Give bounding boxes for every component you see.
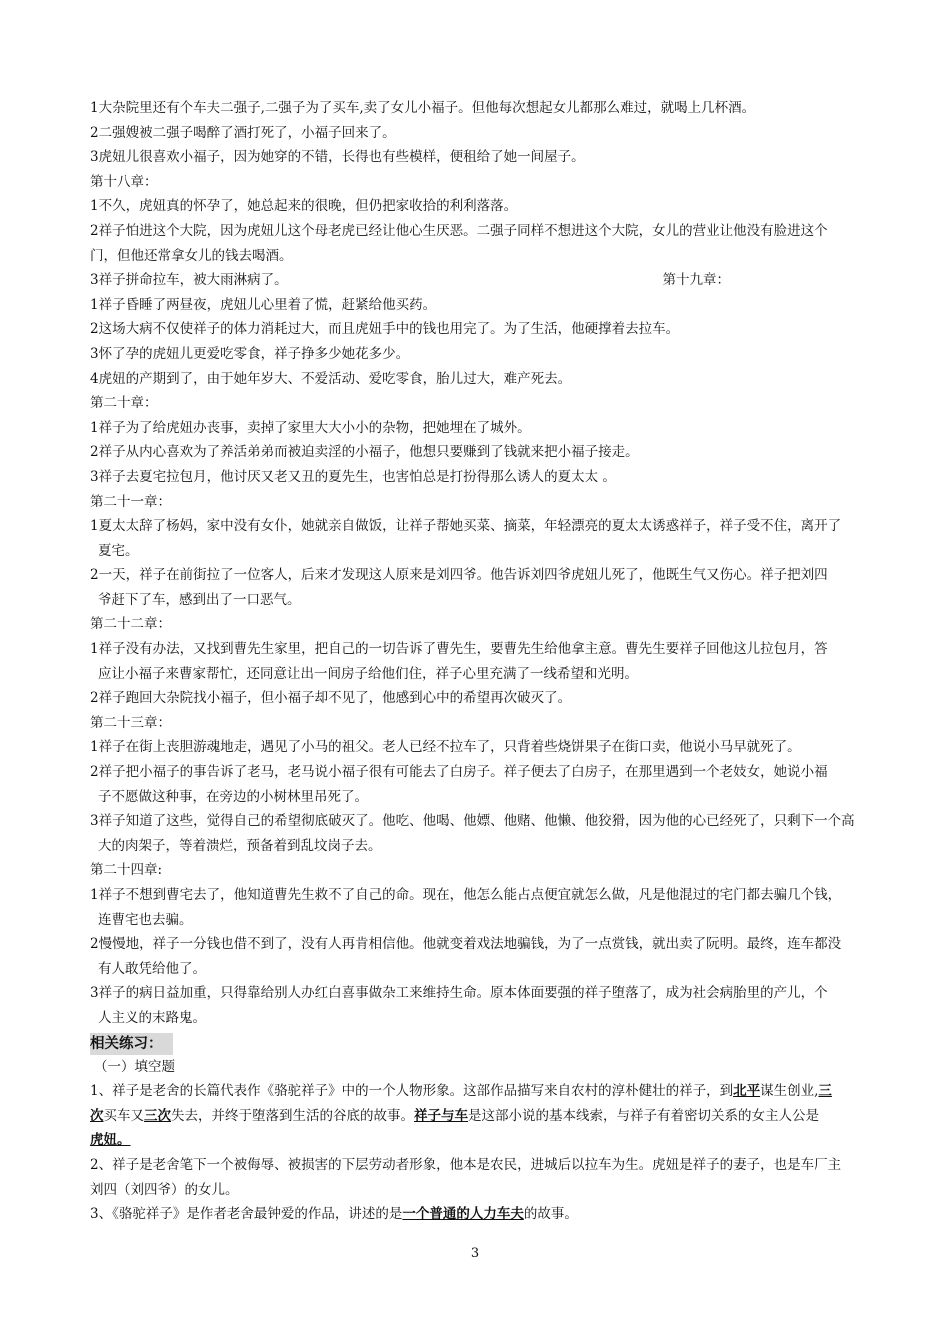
ch18-item-3-row [90,268,870,293]
ch21-item-1-cont: 夏宅。 [98,542,139,559]
ch21-item-2-cont: 爷赶下了车，感到出了一口恶气。 [98,591,301,608]
q1-text-3: 买车又 [103,1107,144,1124]
ch20-item-2: 2祥子从内心喜欢为了养活弟弟而被迫卖淫的小福子，他想只要赚到了钱就来把小福子接走。 [90,444,639,461]
chapter-24-title: 第二十四章: [90,862,163,879]
chapter-22-title: 第二十二章： [90,616,171,633]
q1-text-2: 谋生创业, [760,1083,819,1100]
ch19-item-3: 3怀了孕的虎妞儿更爱吃零食，祥子挣多少她花多少。 [90,345,410,362]
question-1-line-1 [90,1079,870,1104]
chapter-18-title: 第十八章： [90,173,158,190]
ch24-item-2-cont: 有人敢凭给他了。 [98,960,206,977]
chapter-19-title: 第十九章： [662,272,730,289]
ch23-item-2: 2祥子把小福子的事告诉了老马，老马说小福子很有可能去了白房子。祥子便去了白房子，在那里遇到一个老妓女，她说小福 [90,764,828,781]
ch18-item-3: 3祥子拼命拉车，被大雨淋病了。 [90,272,288,289]
ch24-item-1: 1祥子不想到曹宅去了，他知道曹先生救不了自己的命。现在，他怎么能占点便宜就怎么做，凡是他混过的宅门都去骗几个钱， [90,887,842,903]
question-1-line-3 [90,1128,870,1153]
q1-answer-beiping: 北平 [733,1083,761,1100]
ch22-item-2: 2祥子跑回大杂院找小福子，但小福子却不见了，他感到心中的希望再次破灭了。 [90,690,572,707]
ch22-item-1: 1祥子没有办法，又找到曹先生家里，把自己的一切告诉了曹先生，要曹先生给他拿主意。曹先生要祥子回他这儿拉包月，答 [90,641,828,658]
q1-text-4: 失去，并终于堕落到生活的谷底的故事。 [171,1107,414,1124]
ch17-item-1: 1大杂院里还有个车夫二强子,二强子为了买车,卖了女儿小福子。但他每次想起女儿都那么难过，就喝上几杯酒。 [90,100,756,116]
ch24-item-3-cont: 人主义的末路鬼。 [98,1009,206,1026]
question-1-line-2 [90,1104,870,1129]
document-body [90,96,870,1227]
ch18-item-1: 1不久，虎妞真的怀孕了，她总起来的很晚，但仍把家收拾的利利落落。 [90,198,518,215]
ch19-item-2: 2这场大病不仅使祥子的体力消耗过大，而且虎妞手中的钱也用完了。为了生活，他硬撑着去拉车。 [90,321,680,338]
q1-answer-san-part2: 次 [90,1107,104,1124]
q3-text-2: 的故事。 [523,1206,578,1223]
ch18-item-2: 2祥子怕进这个大院，因为虎妞儿这个母老虎已经让他心生厌恶。二强子同样不想进这个大院，女儿的营业让他没有脸进这个 [90,222,828,239]
ch18-item-2-cont: 门，但他还常拿女儿的钱去喝酒。 [90,247,293,264]
ch21-item-2: 2一天，祥子在前街拉了一位客人，后来才发现这人原来是刘四爷。他告诉刘四爷虎妞儿死了，他既生气又伤心。祥子把刘四 [90,567,828,584]
ch19-item-4: 4虎妞的产期到了，由于她年岁大、不爱活动、爱吃零食，胎儿过大，难产死去。 [90,370,572,387]
ch17-item-2: 2二强嫂被二强子喝醉了酒打死了，小福子回来了。 [90,124,396,141]
q1-answer-huniu: 虎妞。 [90,1132,131,1149]
ch24-item-1-cont: 连曹宅也去骗。 [98,911,193,928]
ch20-item-3: 3祥子去夏宅拉包月，他讨厌又老又丑的夏先生，也害怕总是打扮得那么诱人的夏太太 。 [90,468,616,485]
ch23-item-1: 1祥子在街上丧胆游魂地走，遇见了小马的祖父。老人已经不拉车了，只背着些烧饼果子在街口卖，他说小马早就死了。 [90,739,801,756]
q3-text-1: 3、《骆驼祥子》是作者老舍最钟爱的作品，讲述的是 [90,1206,403,1223]
ch19-item-1: 1祥子昏睡了两昼夜，虎妞儿心里着了慌，赶紧给他买药。 [90,296,437,313]
page-number: 3 [470,1246,480,1261]
q1-answer-san-part1: 三 [818,1083,832,1100]
ch24-item-3: 3祥子的病日益加重，只得靠给别人办红白喜事做杂工来维持生命。原本体面要强的祥子堕落了，成为社会病胎里的产儿，个 [90,985,828,1002]
chapter-21-title: 第二十一章： [90,493,171,510]
q1-answer-three-times: 三次 [144,1107,171,1124]
ch23-item-2-cont: 子不愿做这种事，在旁边的小树林里吊死了。 [98,788,368,805]
ch23-item-3-cont: 大的肉架子，等着溃烂，预备着到乱坟岗子去。 [98,837,382,854]
ch22-item-1-cont: 应让小福子来曹家帮忙，还同意让出一间房子给他们住，祥子心里充满了一线希望和光明。 [98,665,638,682]
chapter-20-title: 第二十章： [90,395,158,412]
fill-in-section-title: （一）填空题 [94,1058,175,1075]
q3-answer-rickshaw-puller: 一个普通的人力车夫 [402,1206,524,1223]
ch20-item-1: 1祥子为了给虎妞办丧事，卖掉了家里大大小小的杂物，把她埋在了城外。 [90,419,531,436]
ch24-item-2: 2慢慢地，祥子一分钱也借不到了，没有人再肯相信他。他就变着戏法地骗钱，为了一点赏钱，就出卖了阮明。最终，连车都没 [90,936,842,953]
question-2-line-2: 刘四（刘四爷）的女儿。 [90,1181,239,1198]
q1-answer-xiangzi-and-cart: 祥子与车 [414,1107,468,1124]
chapter-23-title: 第二十三章： [90,714,171,731]
ch17-item-3: 3虎妞儿很喜欢小福子，因为她穿的不错，长得也有些模样，便租给了她一间屋子。 [90,149,585,166]
exercise-heading: 相关练习： [90,1033,173,1055]
q1-text-1: 1、祥子是老舍的长篇代表作《骆驼祥子》中的一个人物形象。这部作品描写来自农村的淳朴健壮的祥子，到 [90,1083,734,1100]
question-3 [90,1202,870,1227]
ch21-item-1: 1夏太太辞了杨妈，家中没有女仆，她就亲自做饭，让祥子帮她买菜、摘菜，年轻漂亮的夏太太诱惑祥子，祥子受不住，离开了 [90,518,842,535]
question-2-line-1: 2、祥子是老舍笔下一个被侮辱、被损害的下层劳动者形象，他本是农民，进城后以拉车为生。虎妞是祥子的妻子，也是车厂主 [90,1156,842,1173]
ch23-item-3: 3祥子知道了这些，觉得自己的希望彻底破灭了。他吃、他喝、他嫖、他赌、他懒、他狡猾，因为他的心已经死了，只剩下一个高 [90,813,855,830]
q1-text-5: 是这部小说的基本线索，与祥子有着密切关系的女主人公是 [468,1107,819,1124]
